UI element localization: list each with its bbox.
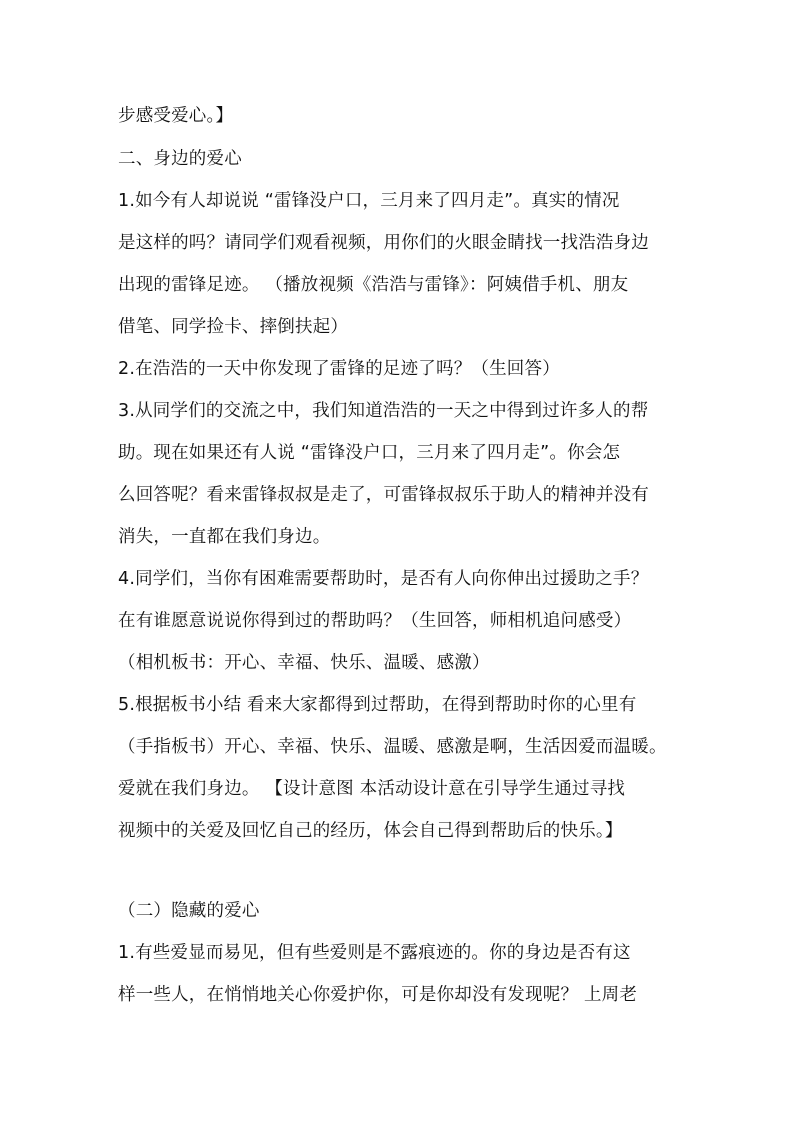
text-line: 5.根据板书小结 看来大家都得到过帮助，在得到帮助时你的心里有 (118, 695, 637, 715)
text-line: （手指板书）开心、幸福、快乐、温暖、感激是啊，生活因爱而温暖。 (118, 737, 667, 757)
section-heading: （二）隐藏的爱心 (118, 901, 260, 921)
text-line: 借笔、同学捡卡、摔倒扶起） (118, 317, 349, 337)
text-line: 样一些人，在悄悄地关心你爱护你，可是你却没有发现呢？ 上周老 (118, 985, 638, 1005)
text-line: 消失，一直都在我们身边。 (118, 527, 331, 547)
section-heading: 二、身边的爱心 (118, 149, 242, 169)
text-line: 2.在浩浩的一天中你发现了雷锋的足迹了吗？（生回答） (118, 359, 560, 379)
text-line: 3.从同学们的交流之中，我们知道浩浩的一天之中得到过许多人的帮 (118, 401, 649, 421)
text-line: 1.如今有人却说说 “雷锋没户口，三月来了四月走”。真实的情况 (118, 191, 620, 211)
text-line: 助。现在如果还有人说 “雷锋没户口，三月来了四月走”。你会怎 (118, 443, 621, 463)
text-line: （相机板书：开心、幸福、快乐、温暖、感激） (118, 653, 490, 673)
text-line: 么回答呢？看来雷锋叔叔是走了，可雷锋叔叔乐于助人的精神并没有 (118, 485, 649, 505)
text-line: 1.有些爱显而易见，但有些爱则是不露痕迹的。你的身边是否有这 (118, 943, 631, 963)
text-line: 出现的雷锋足迹。 （播放视频《浩浩与雷锋》：阿姨借手机、朋友 (118, 275, 629, 295)
text-line: 4.同学们，当你有困难需要帮助时，是否有人向你伸出过援助之手？ (118, 569, 649, 589)
text-line: 爱就在我们身边。 【设计意图 本活动设计意在引导学生通过寻找 (118, 779, 626, 799)
text-line: 在有谁愿意说说你得到过的帮助吗？（生回答，师相机追问感受） (118, 611, 632, 631)
text-line: 步感受爱心。】 (118, 106, 234, 126)
text-line: 是这样的吗？请同学们观看视频，用你们的火眼金睛找一找浩浩身边 (118, 233, 649, 253)
text-line: 视频中的关爱及回忆自己的经历，体会自己得到帮助后的快乐。】 (118, 821, 623, 841)
